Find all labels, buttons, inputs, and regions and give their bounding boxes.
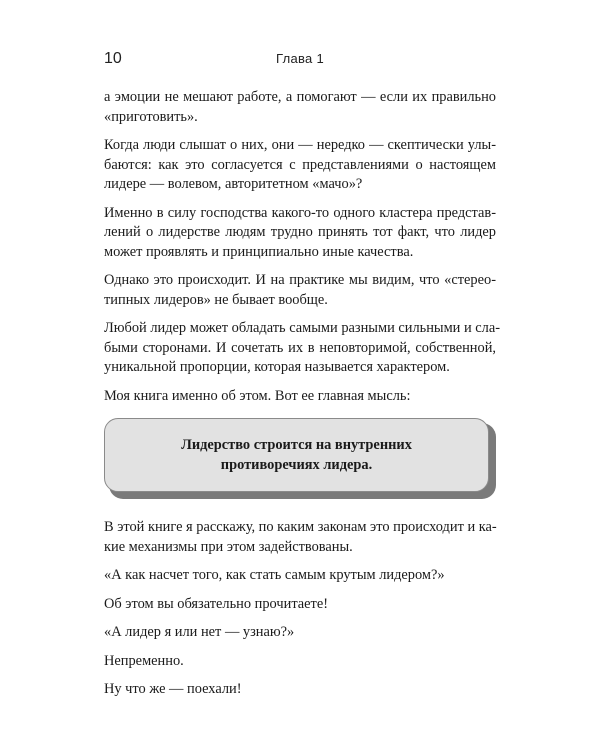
text-line: Однако это происходит. И на практике мы видим, что «стерео- [104, 272, 496, 288]
text-line: «приготовить». [104, 108, 198, 125]
text-line: кие механизмы при этом задействованы. [104, 538, 353, 555]
text-line: Когда люди слышат о них, они — нередко — скептически улы- [104, 137, 496, 153]
paragraph-9 [104, 595, 496, 615]
text-line: лидере — волевом, авторитетном «мачо»? [104, 176, 363, 192]
text-line: «А лидер я или нет — узнаю?» [104, 624, 295, 640]
callout-line-2: противоречиях лидера. [220, 457, 373, 473]
text-line: быми сторонами. И сочетать их в неповторимой, собственной, [104, 339, 496, 356]
paragraph-12 [104, 680, 496, 700]
text-line: Об этом вы обязательно прочитаете! [104, 595, 329, 612]
chapter-title: Глава 1 [275, 51, 325, 66]
text-line: Непременно. [104, 652, 184, 669]
text-line: а эмоции не мешают работе, а помогают — если их правильно [104, 89, 496, 105]
paragraph-3 [104, 204, 496, 263]
page-header [104, 50, 496, 74]
text-line: Любой лидер может обладать самыми разными сильными и сла- [104, 320, 501, 336]
text-line: Ну что же — поехали! [104, 681, 242, 697]
text-line: Моя книга именно об этом. Вот ее главная мысль: [104, 387, 411, 404]
text-line: баются: как это согласуется с представлениями о настоящем [104, 156, 496, 173]
key-idea-callout [104, 418, 496, 504]
text-line: Именно в силу господства какого-то одного кластера представ- [104, 204, 496, 221]
text-line: лений о лидерстве людям трудно принять тот факт, что лидер [104, 224, 496, 240]
paragraph-5 [104, 319, 501, 378]
paragraph-8 [104, 566, 496, 586]
paragraph-1 [104, 88, 496, 127]
text-line: В этой книге я расскажу, по каким законам это происходит и ка- [104, 519, 497, 535]
callout-line-1: Лидерство строится на внутренних [181, 437, 412, 453]
paragraph-7 [104, 518, 496, 557]
paragraph-4 [104, 271, 496, 310]
text-line: типных лидеров» не бывает вообще. [104, 291, 328, 308]
page-number: 10 [104, 50, 122, 67]
paragraph-2 [104, 136, 496, 195]
paragraph-10 [104, 623, 496, 643]
text-line: уникальной пропорции, которая называется характером. [104, 359, 450, 375]
paragraph-11 [104, 652, 496, 672]
text-line: может проявлять и принципиально иные качества. [104, 243, 414, 260]
body-text [104, 88, 501, 709]
callout-box [104, 418, 489, 492]
text-line: «А как насчет того, как стать самым крутым лидером?» [104, 567, 445, 583]
paragraph-6 [104, 387, 496, 407]
